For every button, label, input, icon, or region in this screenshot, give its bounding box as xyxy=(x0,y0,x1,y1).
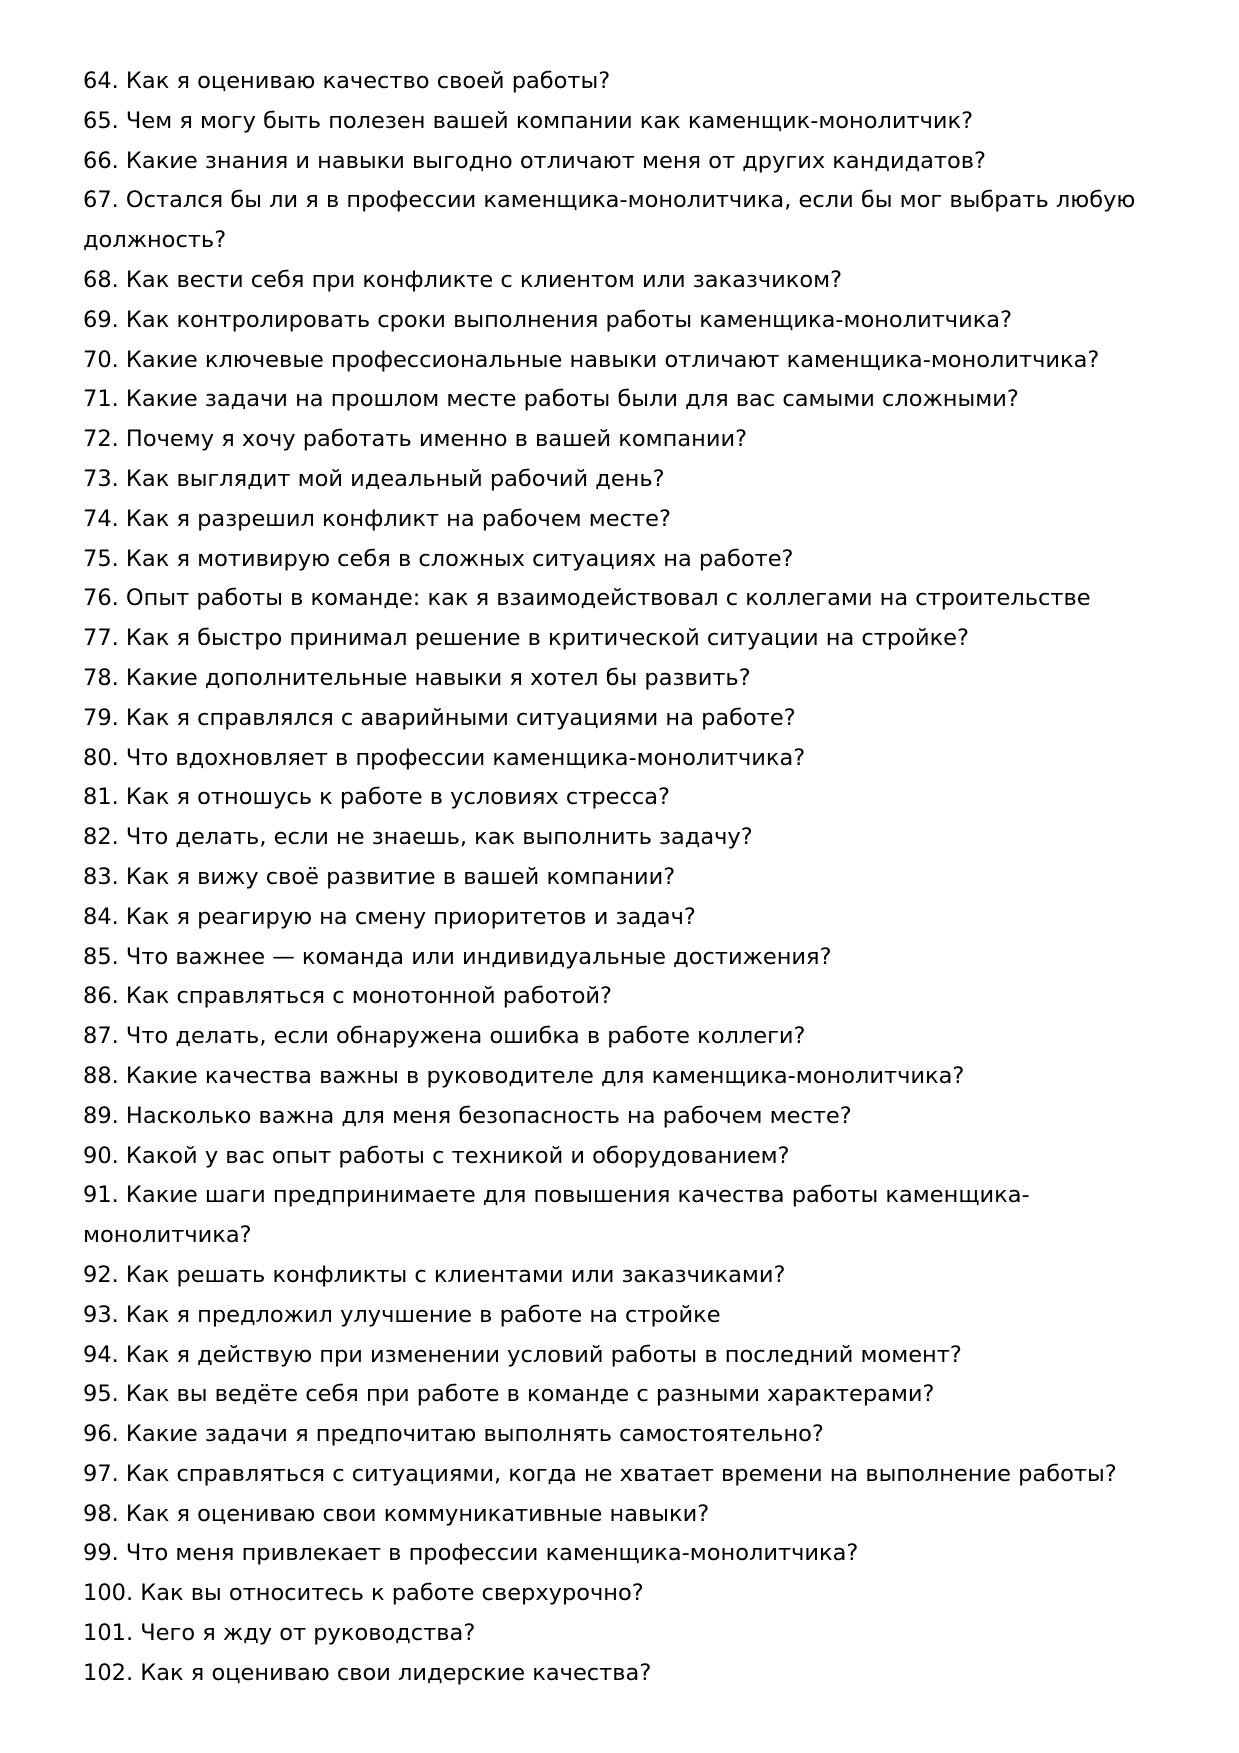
list-item: 94. Как я действую при изменении условий работы в последний момент? xyxy=(83,1341,962,1368)
list-item: 78. Какие дополнительные навыки я хотел бы развить? xyxy=(83,664,751,691)
list-item: 98. Как я оцениваю свои коммуникативные навыки? xyxy=(83,1500,710,1527)
list-item: 89. Насколько важна для меня безопасность на рабочем месте? xyxy=(83,1102,852,1129)
list-item: 91. Какие шаги предпринимаете для повышения качества работы каменщика-монолитчика? xyxy=(83,1182,1030,1249)
list-item: 67. Остался бы ли я в профессии каменщика-монолитчика, если бы мог выбрать любую должность? xyxy=(83,187,1136,254)
list-item: 93. Как я предложил улучшение в работе на стройке xyxy=(83,1301,721,1328)
list-item: 101. Чего я жду от руководства? xyxy=(83,1620,476,1647)
list-item: 73. Как выглядит мой идеальный рабочий день? xyxy=(83,465,665,492)
list-item: 65. Чем я могу быть полезен вашей компании как каменщик-монолитчик? xyxy=(83,107,974,134)
list-item: 85. Что важнее — команда или индивидуальные достижения? xyxy=(83,943,832,970)
list-item: 87. Что делать, если обнаружена ошибка в работе коллеги? xyxy=(83,1023,806,1050)
list-item: 82. Что делать, если не знаешь, как выполнить задачу? xyxy=(83,824,753,851)
list-item: 97. Как справляться с ситуациями, когда не хватает времени на выполнение работы? xyxy=(83,1460,1117,1487)
list-item: 69. Как контролировать сроки выполнения работы каменщика-монолитчика? xyxy=(83,306,1013,333)
list-item: 102. Как я оцениваю свои лидерские качества? xyxy=(83,1659,652,1686)
list-item: 66. Какие знания и навыки выгодно отличают меня от других кандидатов? xyxy=(83,147,986,174)
list-item: 71. Какие задачи на прошлом месте работы были для вас самыми сложными? xyxy=(83,386,1019,413)
list-item: 90. Какой у вас опыт работы с техникой и оборудованием? xyxy=(83,1142,790,1169)
list-item: 81. Как я отношусь к работе в условиях стресса? xyxy=(83,784,670,811)
list-item: 99. Что меня привлекает в профессии каменщика-монолитчика? xyxy=(83,1540,859,1567)
list-item: 68. Как вести себя при конфликте с клиентом или заказчиком? xyxy=(83,266,843,293)
list-item: 77. Как я быстро принимал решение в критической ситуации на стройке? xyxy=(83,625,969,652)
list-item: 96. Какие задачи я предпочитаю выполнять самостоятельно? xyxy=(83,1421,824,1448)
list-item: 95. Как вы ведёте себя при работе в команде с разными характерами? xyxy=(83,1381,935,1408)
list-item: 64. Как я оцениваю качество своей работы? xyxy=(83,68,611,94)
list-item: 72. Почему я хочу работать именно в вашей компании? xyxy=(83,426,748,453)
list-item: 80. Что вдохновляет в профессии каменщика-монолитчика? xyxy=(83,744,806,771)
list-item: 74. Как я разрешил конфликт на рабочем месте? xyxy=(83,505,671,532)
question-list xyxy=(83,62,1168,1694)
list-item: 83. Как я вижу своё развитие в вашей компании? xyxy=(83,863,676,890)
list-item: 88. Какие качества важны в руководителе для каменщика-монолитчика? xyxy=(83,1062,965,1089)
list-item: 75. Как я мотивирую себя в сложных ситуациях на работе? xyxy=(83,545,794,572)
list-item: 70. Какие ключевые профессиональные навыки отличают каменщика-монолитчика? xyxy=(83,346,1100,373)
list-item: 76. Опыт работы в команде: как я взаимодействовал с коллегами на строительстве xyxy=(83,585,1091,612)
list-item: 100. Как вы относитесь к работе сверхурочно? xyxy=(83,1580,644,1607)
list-item: 84. Как я реагирую на смену приоритетов и задач? xyxy=(83,903,696,930)
list-item: 79. Как я справлялся с аварийными ситуациями на работе? xyxy=(83,704,796,731)
list-item: 92. Как решать конфликты с клиентами или заказчиками? xyxy=(83,1261,786,1288)
list-item: 86. Как справляться с монотонной работой? xyxy=(83,983,612,1010)
